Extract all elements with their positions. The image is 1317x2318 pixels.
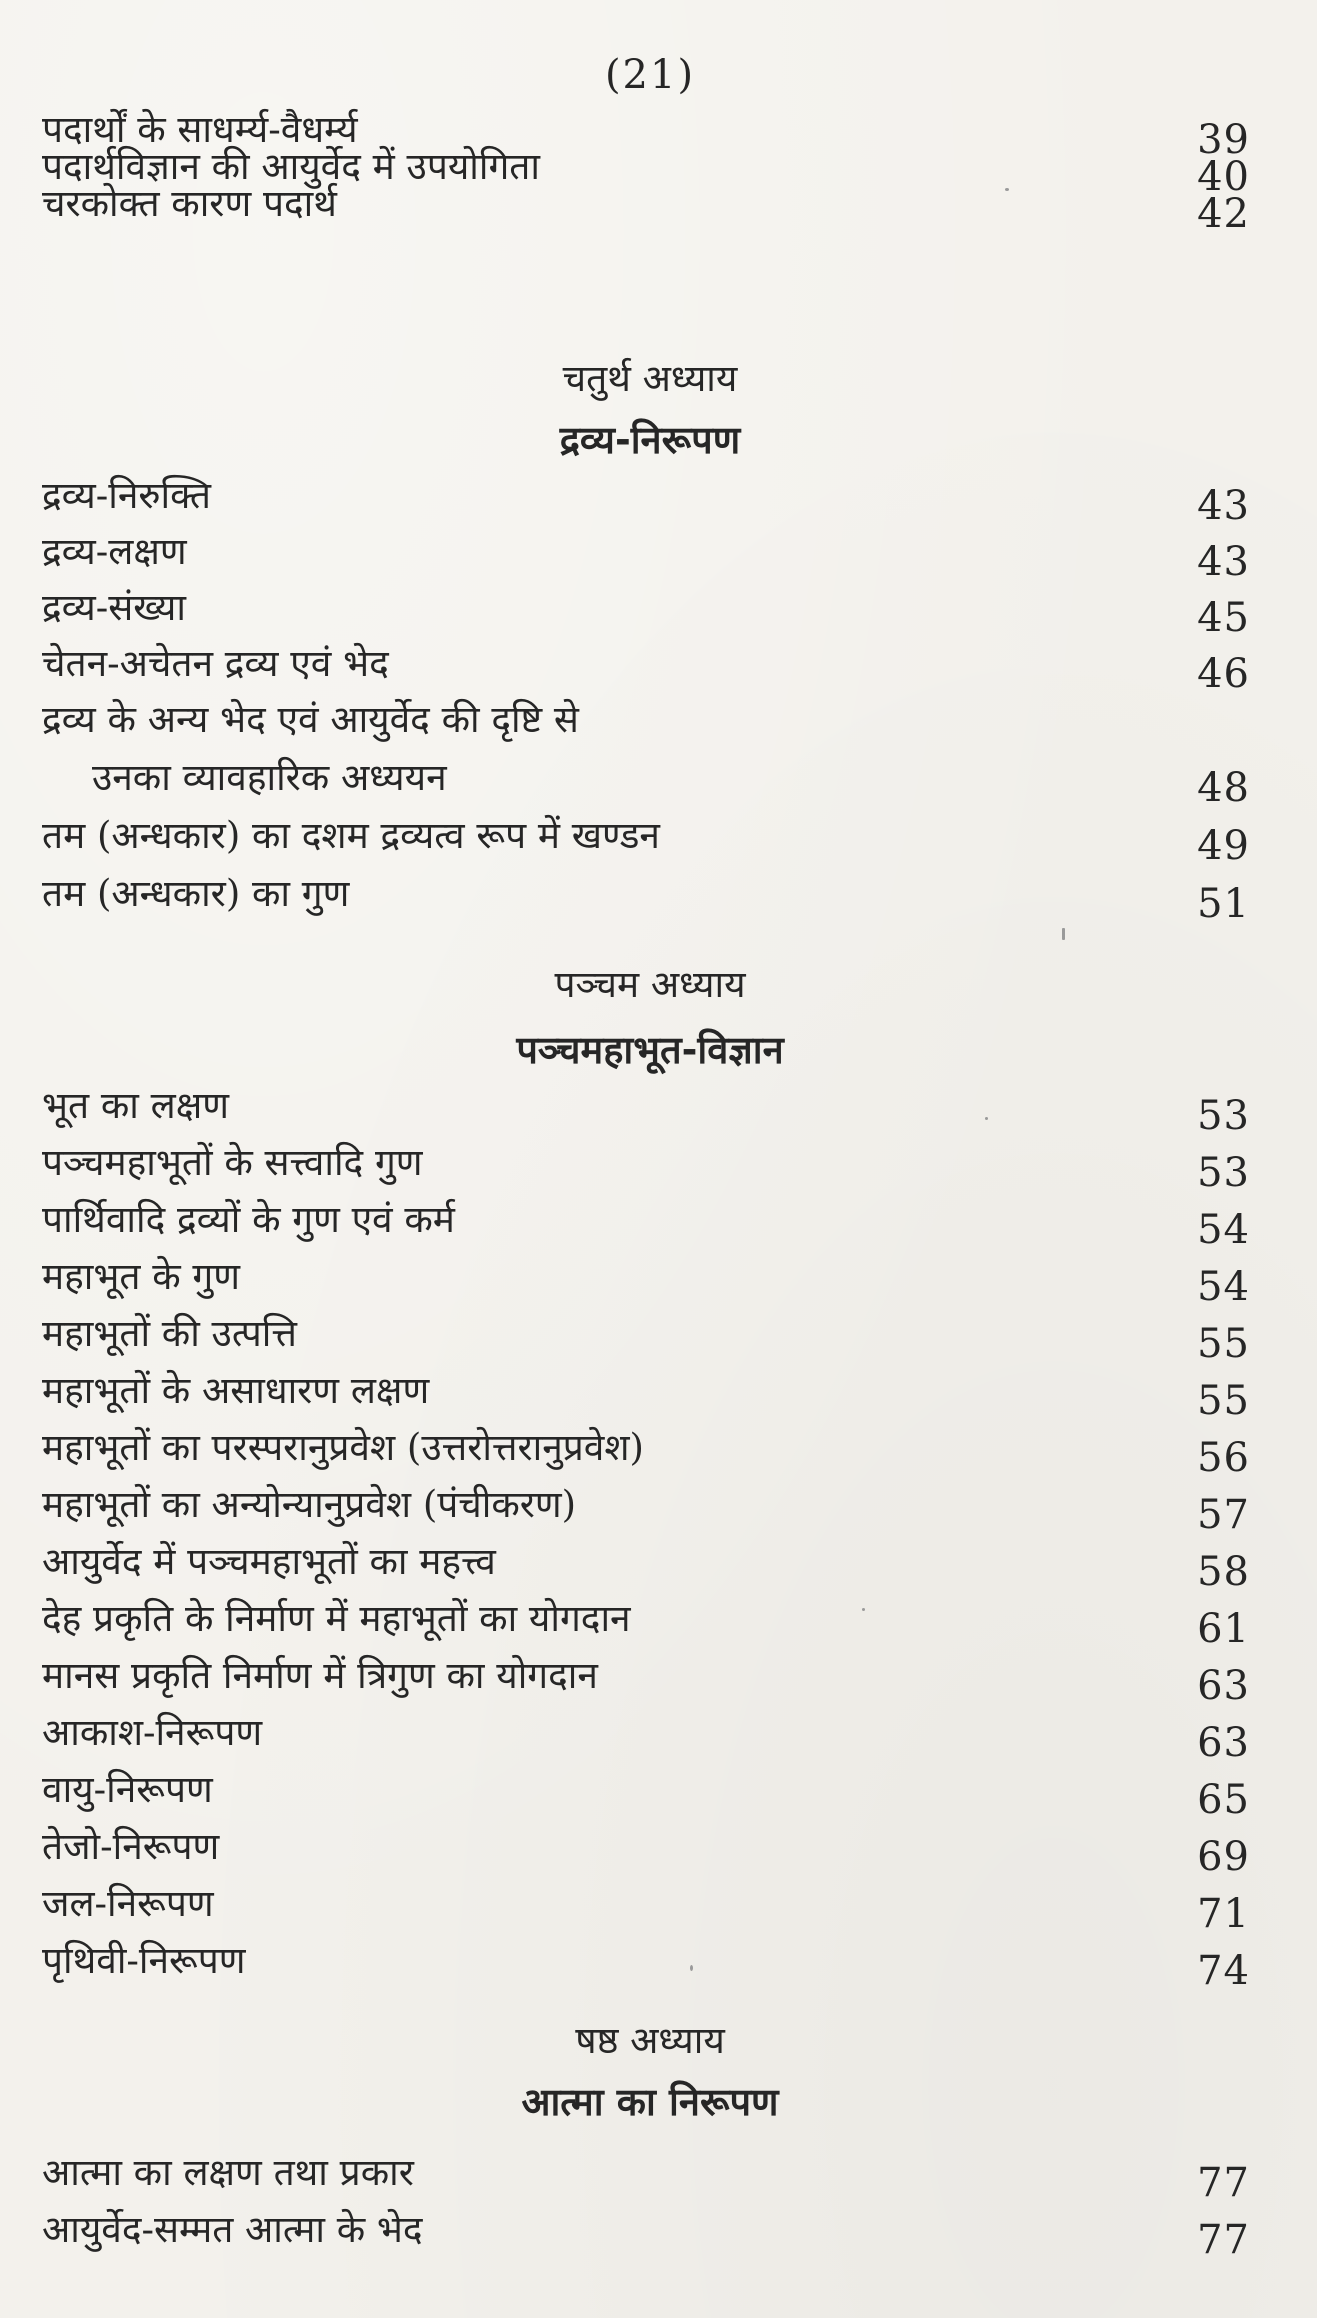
toc-entry-title: महाभूत के गुण — [42, 1255, 240, 1298]
toc-entry-title: मानस प्रकृति निर्माण में त्रिगुण का योगदान — [42, 1654, 598, 1697]
toc-entry-title: पृथिवी-निरूपण — [42, 1939, 246, 1982]
toc-entry-page: 39 — [1197, 117, 1250, 163]
toc-entry-title: जल-निरूपण — [42, 1882, 214, 1925]
toc-entry — [42, 810, 1250, 869]
toc-entry-title: महाभूतों का परस्परानुप्रवेश (उत्तरोत्तरानुप्रवेश) — [42, 1426, 644, 1469]
toc-entry-title: महाभूतों की उत्पत्ति — [42, 1312, 297, 1355]
chapter-label: षष्ठ अध्याय — [575, 2019, 725, 2062]
toc-entry-title: पञ्चमहाभूतों के सत्त्वादि गुण — [42, 1141, 423, 1184]
toc-entry — [42, 752, 1250, 811]
toc-entry — [42, 638, 1250, 697]
toc-entry-page: 56 — [1197, 1435, 1250, 1481]
scan-speck — [1062, 928, 1065, 940]
toc-entry-title: उनका व्यावहारिक अध्ययन — [92, 756, 447, 799]
toc-entry-page: 55 — [1197, 1321, 1250, 1367]
toc-entry — [42, 1593, 1250, 1652]
toc-entry-page: 49 — [1197, 823, 1250, 869]
toc-entry — [42, 470, 1250, 529]
toc-entry-title: आत्मा का लक्षण तथा प्रकार — [42, 2151, 414, 2194]
toc-entry — [42, 1935, 1250, 1994]
toc-entry-page: 69 — [1197, 1834, 1250, 1880]
toc-entry-page: 53 — [1197, 1150, 1250, 1196]
toc-entry-title: आयुर्वेद में पञ्चमहाभूतों का महत्त्व — [42, 1540, 496, 1583]
toc-entry-title: पदार्थों के साधर्म्य-वैधर्म्य — [42, 108, 358, 151]
toc-entry-page: 58 — [1197, 1549, 1250, 1595]
scan-speck — [862, 1608, 865, 1611]
toc-entry-page: 53 — [1197, 1093, 1250, 1139]
toc-entry-title: महाभूतों का अन्योन्यानुप्रवेश (पंचीकरण) — [42, 1483, 577, 1526]
toc-entry — [42, 1194, 1250, 1253]
toc-entry-title: महाभूतों के असाधारण लक्षण — [42, 1369, 430, 1412]
toc-entry — [42, 694, 1250, 750]
toc-entry — [42, 1308, 1250, 1367]
toc-entry-page: 43 — [1197, 483, 1250, 529]
toc-entry-title: द्रव्य-लक्षण — [42, 530, 187, 573]
toc-entry — [42, 1080, 1250, 1139]
chapter-title: आत्मा का निरूपण — [521, 2080, 779, 2124]
toc-entry-title: आकाश-निरूपण — [42, 1711, 263, 1754]
toc-entry-page: 74 — [1197, 1948, 1250, 1994]
toc-entry-page: 63 — [1197, 1663, 1250, 1709]
toc-entry-page: 61 — [1197, 1606, 1250, 1652]
chapter-title: द्रव्य-निरूपण — [559, 418, 741, 462]
scan-speck — [690, 1965, 693, 1971]
toc-entry — [42, 1137, 1250, 1196]
toc-entry — [42, 1878, 1250, 1937]
toc-entry — [42, 1536, 1250, 1595]
toc-entry — [42, 582, 1250, 641]
toc-entry — [42, 1422, 1250, 1481]
toc-entry-page: 54 — [1197, 1264, 1250, 1310]
toc-entry-title: द्रव्य-निरुक्ति — [42, 474, 212, 517]
toc-entry-page: 65 — [1197, 1777, 1250, 1823]
toc-entry — [42, 1479, 1250, 1538]
scan-speck — [985, 1117, 988, 1120]
toc-entry-page: 77 — [1197, 2217, 1250, 2263]
toc-entry — [42, 2147, 1250, 2206]
toc-entry-title: तम (अन्धकार) का गुण — [42, 872, 350, 915]
toc-entry-title: तम (अन्धकार) का दशम द्रव्यत्व रूप में खण्डन — [42, 814, 660, 857]
toc-entry-page: 57 — [1197, 1492, 1250, 1538]
toc-entry — [42, 1707, 1250, 1766]
scan-speck — [1005, 188, 1009, 191]
toc-entry-page: 45 — [1197, 595, 1250, 641]
page-number: (21) — [604, 52, 696, 98]
toc-entry-page: 43 — [1197, 539, 1250, 585]
toc-entry — [42, 2204, 1250, 2263]
toc-entry-title: द्रव्य-संख्या — [42, 586, 186, 629]
toc-entry-page: 48 — [1197, 765, 1250, 811]
toc-entry-page: 42 — [1197, 191, 1250, 237]
toc-entry-title: पार्थिवादि द्रव्यों के गुण एवं कर्म — [42, 1198, 455, 1241]
toc-entry-title: तेजो-निरूपण — [42, 1825, 220, 1868]
toc-entry-title: भूत का लक्षण — [42, 1084, 229, 1127]
toc-entry — [42, 1650, 1250, 1709]
toc-entry-title: देह प्रकृति के निर्माण में महाभूतों का योगदान — [42, 1597, 631, 1640]
toc-entry — [42, 178, 1250, 237]
toc-entry-title: द्रव्य के अन्य भेद एवं आयुर्वेद की दृष्टि से — [42, 698, 579, 741]
chapter-label: चतुर्थ अध्याय — [562, 357, 738, 400]
toc-entry-title: आयुर्वेद-सम्मत आत्मा के भेद — [42, 2208, 423, 2251]
chapter-title: पञ्चमहाभूत-विज्ञान — [516, 1028, 784, 1072]
toc-entry-page: 54 — [1197, 1207, 1250, 1253]
toc-entry-page: 71 — [1197, 1891, 1250, 1937]
toc-entry-title: वायु-निरूपण — [42, 1768, 213, 1811]
toc-entry-page: 77 — [1197, 2160, 1250, 2206]
toc-entry-page: 46 — [1197, 651, 1250, 697]
toc-entry — [42, 868, 1250, 927]
toc-entry — [42, 1764, 1250, 1823]
toc-entry-page: 40 — [1197, 154, 1250, 200]
toc-entry-title: चरकोक्त कारण पदार्थ — [42, 182, 337, 225]
toc-entry-page: 51 — [1197, 881, 1250, 927]
toc-entry-title: चेतन-अचेतन द्रव्य एवं भेद — [42, 642, 389, 685]
toc-entry — [42, 526, 1250, 585]
toc-entry — [42, 1251, 1250, 1310]
toc-entry-title: पदार्थविज्ञान की आयुर्वेद में उपयोगिता — [42, 145, 540, 188]
toc-entry — [42, 1821, 1250, 1880]
toc-entry-page: 63 — [1197, 1720, 1250, 1766]
toc-entry-page: 55 — [1197, 1378, 1250, 1424]
toc-entry — [42, 1365, 1250, 1424]
chapter-label: पञ्चम अध्याय — [554, 963, 746, 1006]
